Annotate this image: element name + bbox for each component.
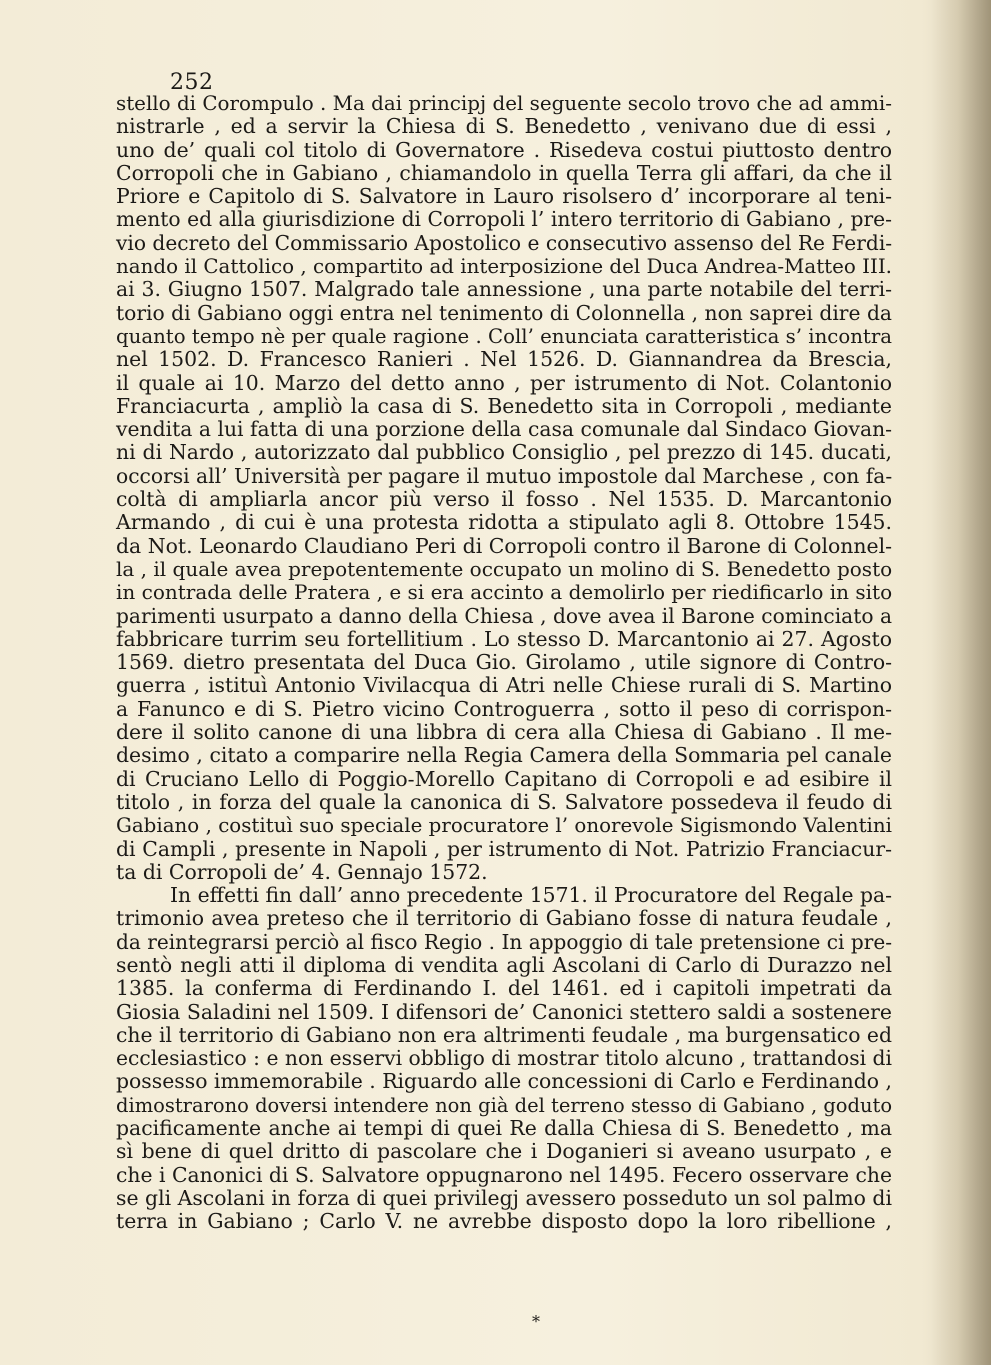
text-line: coltà di ampliarla ancor più verso il fosso . Nel 1535. D. Marcantonio bbox=[116, 487, 892, 512]
text-line: mento ed alla giurisdizione di Corropoli l’ intero territorio di Gabiano , pre- bbox=[116, 207, 892, 232]
text-line: pacificamente anche ai tempi di quei Re dalla Chiesa di S. Benedetto , ma bbox=[116, 1116, 892, 1141]
text-line: Armando , di cui è una protesta ridotta a stipulato agli 8. Ottobre 1545. bbox=[116, 510, 892, 535]
text-line: la , il quale avea prepotentemente occupato un molino di S. Benedetto posto bbox=[116, 556, 893, 581]
text-line: possesso immemorabile . Riguardo alle concessioni di Carlo e Ferdinando , bbox=[116, 1069, 893, 1094]
page-gutter-shadow bbox=[931, 0, 991, 1365]
text-line: che il territorio di Gabiano non era altrimenti feudale , ma burgensatico ed bbox=[116, 1022, 892, 1047]
text-line: uno de’ quali col titolo di Governatore . Risedeva costui piuttosto dentro bbox=[116, 137, 892, 162]
text-line: Giosia Saladini nel 1509. I difensori de’ Canonici stettero saldi a sostenere bbox=[116, 999, 892, 1024]
text-line: parimenti usurpato a danno della Chiesa , dove avea il Barone cominciato a bbox=[116, 603, 892, 628]
text-line: che i Canonici di S. Salvatore oppugnarono nel 1495. Fecero osservare che bbox=[116, 1162, 892, 1187]
text-line: sentò negli atti il diploma di vendita agli Ascolani di Carlo di Durazzo nel bbox=[116, 952, 892, 977]
text-line: di Campli , presente in Napoli , per istrumento di Not. Patrizio Franciacur- bbox=[116, 836, 892, 861]
text-line: di Cruciano Lello di Poggio-Morello Capitano di Corropoli e ad esibire il bbox=[116, 766, 892, 791]
text-line: in contrada delle Pratera , e si era accinto a demolirlo per riedificarlo in sito bbox=[116, 580, 893, 605]
text-line: se gli Ascolani in forza di quei privilegj avessero posseduto un sol palmo di bbox=[116, 1185, 892, 1210]
text-line: ecclesiastico : e non esservi obbligo di mostrar titolo alcuno , trattandosi di bbox=[116, 1046, 892, 1071]
text-line: vendita a lui fatta di una porzione della casa comunale dal Sindaco Giovan- bbox=[116, 417, 893, 442]
text-line: sì bene di quel dritto di pascolare che i Doganieri si aveano usurpato , e bbox=[116, 1139, 892, 1164]
text-line: il quale ai 10. Marzo del detto anno , per istrumento di Not. Colantonio bbox=[116, 370, 892, 395]
text-line: vio decreto del Commissario Apostolico e consecutivo assenso del Re Ferdi- bbox=[116, 230, 893, 255]
text-line: ni di Nardo , autorizzato dal pubblico Consiglio , pel prezzo di 145. ducati, bbox=[116, 440, 892, 465]
text-line: da reintegrarsi perciò al fisco Regio . In appoggio di tale pretensione ci pre- bbox=[116, 929, 892, 954]
text-line: Priore e Capitolo di S. Salvatore in Lauro risolsero d’ incorporare al teni- bbox=[116, 184, 892, 209]
text-line: da Not. Leonardo Claudiano Peri di Corropoli contro il Barone di Colonnel- bbox=[116, 533, 892, 558]
text-line: guerra , istituì Antonio Vivilacqua di Atri nelle Chiese rurali di S. Martino bbox=[116, 673, 892, 698]
text-line: desimo , citato a comparire nella Regia Camera della Sommaria pel canale bbox=[116, 743, 892, 768]
text-line: 1385. la conferma di Ferdinando I. del 1461. ed i capitoli impetrati da bbox=[116, 976, 892, 1001]
text-line: a Fanunco e di S. Pietro vicino Controguerra , sotto il peso di corrispon- bbox=[116, 696, 892, 721]
text-line: titolo , in forza del quale la canonica di S. Salvatore possedeva il feudo di bbox=[116, 789, 892, 814]
text-line: nistrarle , ed a servir la Chiesa di S. Benedetto , venivano due di essi , bbox=[116, 114, 892, 139]
paragraph-first-line: In effetti fin dall’ anno precedente 1571. il Procuratore del Regale pa- bbox=[170, 883, 892, 908]
text-line: torio di Gabiano oggi entra nel tenimento di Colonnella , non saprei dire da bbox=[116, 300, 892, 325]
text-line: occorsi all’ Università per pagare il mutuo impostole dal Marchese , con fa- bbox=[116, 463, 893, 488]
text-line: ai 3. Giugno 1507. Malgrado tale annessione , una parte notabile del terri- bbox=[116, 277, 892, 302]
text-line: stello di Corompulo . Ma dai principj del seguente secolo trovo che ad ammi- bbox=[116, 92, 892, 115]
text-line: terra in Gabiano ; Carlo V. ne avrebbe disposto dopo la loro ribellione , bbox=[116, 1209, 892, 1234]
text-line: dimostrarono doversi intendere non già del terreno stesso di Gabiano , goduto bbox=[116, 1093, 893, 1117]
text-line: nel 1502. D. Francesco Ranieri . Nel 1526. D. Giannandrea da Brescia, bbox=[116, 347, 892, 372]
page-number: 252 bbox=[170, 70, 214, 95]
signature-mark: * bbox=[532, 1312, 540, 1331]
text-line: trimonio avea preteso che il territorio di Gabiano fosse di natura feudale , bbox=[116, 906, 892, 931]
text-line: Corropoli che in Gabiano , chiamandolo in quella Terra gli affari, da che il bbox=[116, 160, 892, 185]
text-line: dere il solito canone di una libbra di cera alla Chiesa di Gabiano . Il me- bbox=[116, 720, 892, 745]
text-line: Gabiano , costituì suo speciale procuratore l’ onorevole Sigismondo Valentini bbox=[116, 814, 892, 838]
text-line: quanto tempo nè per quale ragione . Coll’ enunciata caratteristica s’ incontra bbox=[116, 324, 892, 348]
paragraph-last-line: ta di Corropoli de’ 4. Gennajo 1572. bbox=[116, 859, 488, 884]
text-line: Franciacurta , ampliò la casa di S. Benedetto sita in Corropoli , mediante bbox=[116, 393, 892, 418]
text-line: 1569. dietro presentata del Duca Gio. Girolamo , utile signore di Contro- bbox=[116, 650, 892, 675]
body-text bbox=[116, 92, 892, 1234]
text-line: fabbricare turrim seu fortellitium . Lo stesso D. Marcantonio ai 27. Agosto bbox=[116, 626, 892, 651]
text-line: nando il Cattolico , compartito ad interposizione del Duca Andrea-Matteo III. bbox=[116, 255, 892, 279]
